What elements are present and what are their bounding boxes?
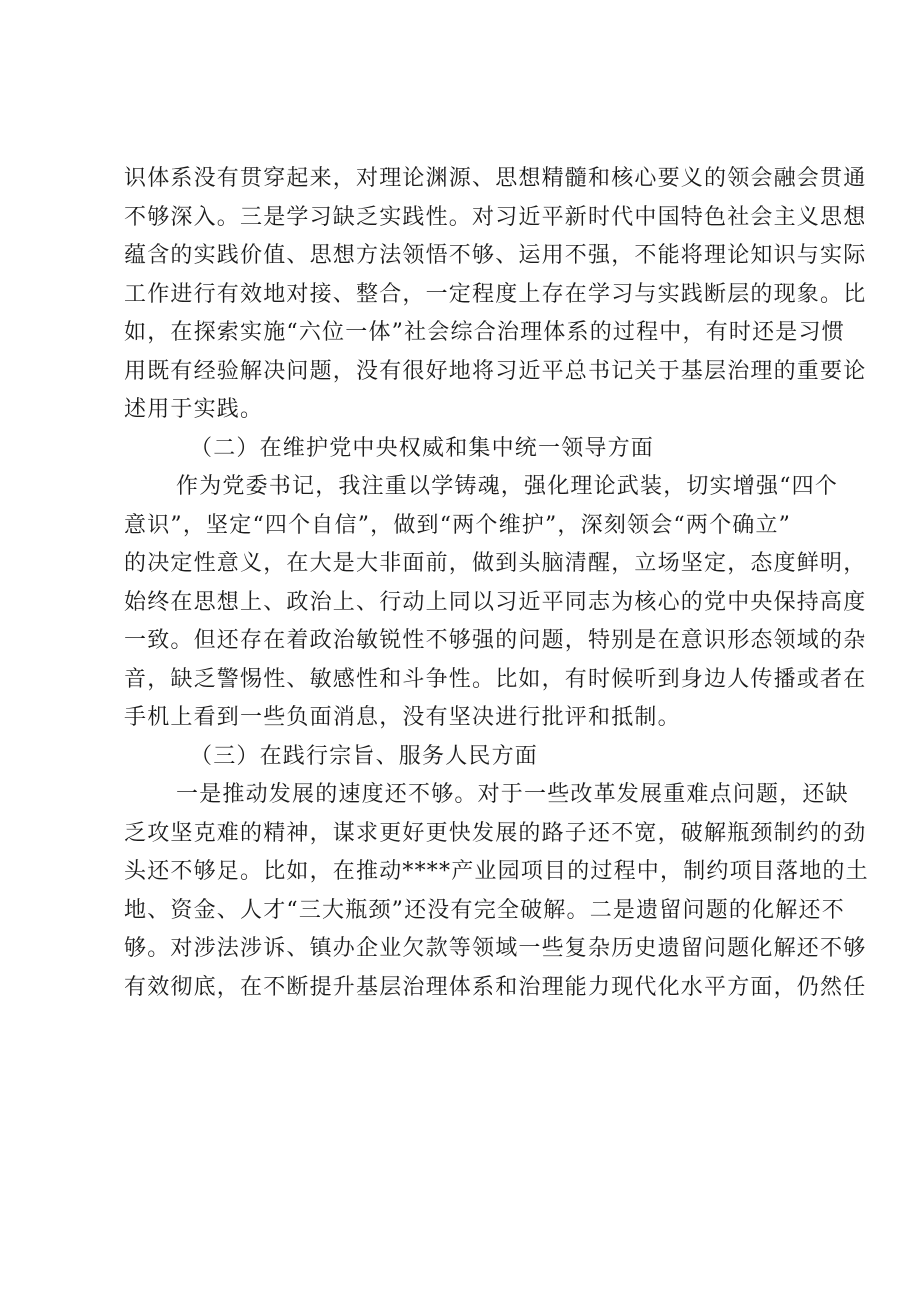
- text-line: 如，在探索实施“六位一体”社会综合治理体系的过程中，有时还是习惯: [124, 320, 845, 345]
- text-line: 用既有经验解决问题，没有很好地将习近平总书记关于基层治理的重要论: [124, 358, 867, 384]
- text-line: 意识”，坚定“四个自信”，做到“两个维护”，深刻领会“两个确立”: [124, 512, 792, 538]
- section-heading: （二）在维护党中央权威和集中统一领导方面: [190, 435, 655, 461]
- section-heading: （三）在践行宗旨、服务人民方面: [190, 743, 539, 769]
- text-line: 一是推动发展的速度还不够。对于一些改革发展重难点问题，还缺: [176, 782, 849, 807]
- text-line: 的决定性意义，在大是大非面前，做到头脑清醒，立场坚定，态度鲜明，: [124, 551, 867, 576]
- text-line: 述用于实践。: [124, 397, 264, 422]
- text-line: 一致。但还存在着政治敏锐性不够强的问题，特别是在意识形态领域的杂: [124, 628, 867, 653]
- text-line: 作为党委书记，我注重以学铸魂，强化理论武装，切实增强“四个: [176, 474, 839, 499]
- text-line: 有效彻底，在不断提升基层治理体系和治理能力现代化水平方面，仍然任: [124, 974, 867, 1000]
- text-line: 不够深入。三是学习缺乏实践性。对习近平新时代中国特色社会主义思想: [124, 204, 867, 230]
- text-line: 识体系没有贯穿起来，对理论渊源、思想精髓和核心要义的领会融会贯通: [124, 166, 867, 191]
- text-line: 音，缺乏警惕性、敏感性和斗争性。比如，有时候听到身边人传播或者在: [124, 666, 867, 692]
- text-line: 头还不够足。比如，在推动****产业园项目的过程中，制约项目落地的土: [124, 859, 869, 884]
- text-line: 地、资金、人才“三大瓶颈”还没有完全破解。二是遗留问题的化解还不: [124, 897, 845, 923]
- text-line: 够。对涉法涉诉、镇办企业欠款等领域一些复杂历史遗留问题化解还不够: [124, 936, 867, 961]
- text-line: 乏攻坚克难的精神，谋求更好更快发展的路子还不宽，破解瓶颈制约的劲: [124, 820, 867, 846]
- text-line: 始终在思想上、政治上、行动上同以习近平同志为核心的党中央保持高度: [124, 589, 867, 615]
- document-body: [124, 160, 869, 1007]
- text-line: 蕴含的实践价值、思想方法领悟不够、运用不强，不能将理论知识与实际: [124, 243, 867, 268]
- text-line: 手机上看到一些负面消息，没有坚决进行批评和抵制。: [124, 705, 681, 730]
- text-line: 工作进行有效地对接、整合，一定程度上存在学习与实践断层的现象。比: [124, 281, 867, 307]
